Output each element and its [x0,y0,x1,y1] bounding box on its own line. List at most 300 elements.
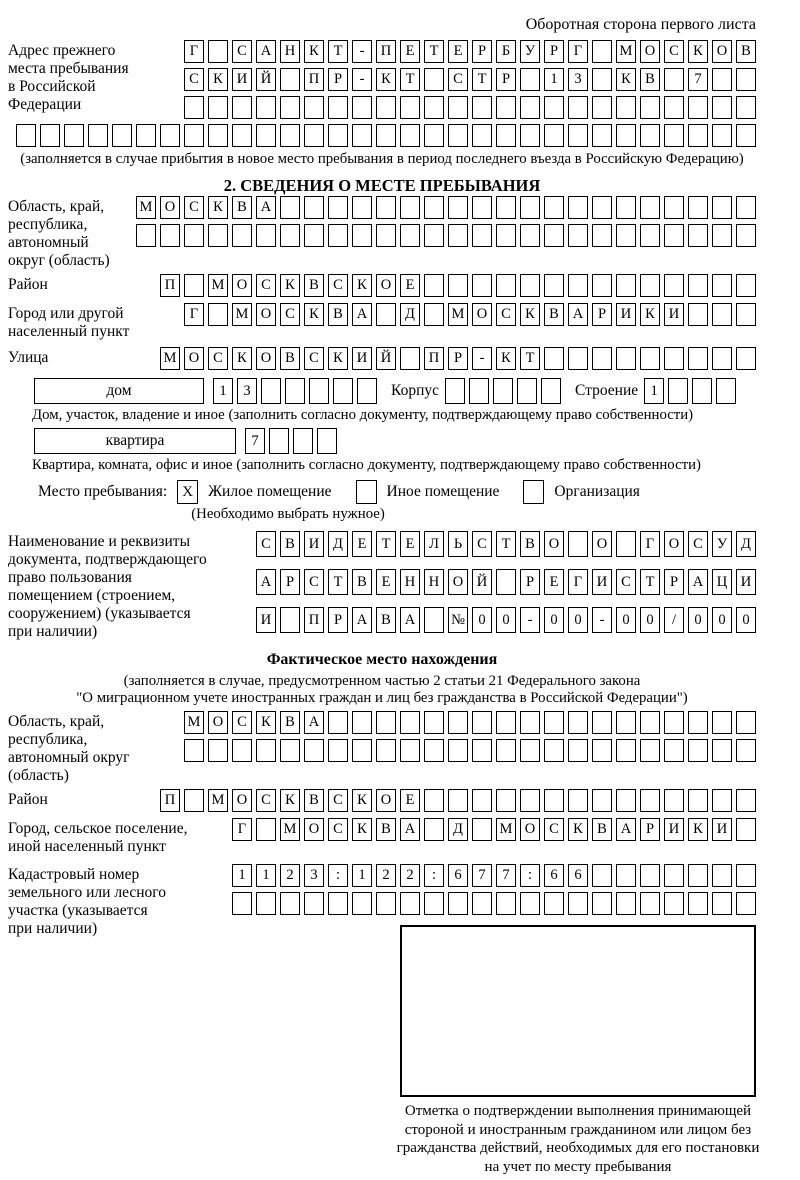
char-cell[interactable] [736,96,756,119]
char-cell[interactable]: Р [280,569,300,595]
char-cell[interactable]: М [136,196,156,219]
char-cell[interactable] [568,96,588,119]
char-cell[interactable]: - [472,347,492,370]
char-cell[interactable] [352,96,372,119]
char-cell[interactable]: И [616,303,636,326]
char-cell[interactable] [232,739,252,762]
char-cell[interactable]: Ц [712,569,732,595]
char-cell[interactable] [400,739,420,762]
char-cell[interactable]: С [256,531,276,557]
char-cell[interactable] [592,347,612,370]
char-cell[interactable]: 6 [544,864,564,887]
char-cell[interactable]: О [448,569,468,595]
char-cell[interactable] [496,124,516,147]
char-cell[interactable] [568,739,588,762]
char-cell[interactable] [304,196,324,219]
char-cell[interactable]: 7 [472,864,492,887]
char-cell[interactable] [496,711,516,734]
char-cell[interactable] [520,96,540,119]
char-cell[interactable] [568,196,588,219]
char-cell[interactable]: Р [592,303,612,326]
char-cell[interactable]: К [328,347,348,370]
char-cell[interactable] [640,739,660,762]
char-cell[interactable]: К [520,303,540,326]
char-cell[interactable] [328,124,348,147]
char-cell[interactable]: О [376,274,396,297]
char-cell[interactable]: С [472,531,492,557]
char-cell[interactable] [736,124,756,147]
char-cell[interactable] [424,196,444,219]
char-cell[interactable] [664,68,684,91]
char-cell[interactable] [640,96,660,119]
char-cell[interactable]: К [568,818,588,841]
char-cell[interactable]: № [448,607,468,633]
char-cell[interactable]: В [520,531,540,557]
char-cell[interactable]: К [208,68,228,91]
char-cell[interactable]: И [736,569,756,595]
char-cell[interactable] [472,892,492,915]
char-cell[interactable]: И [664,303,684,326]
char-cell[interactable]: Л [424,531,444,557]
char-cell[interactable]: М [232,303,252,326]
char-cell[interactable]: К [232,347,252,370]
char-cell[interactable]: Г [232,818,252,841]
char-cell[interactable] [664,789,684,812]
char-cell[interactable] [712,711,732,734]
char-cell[interactable]: К [208,196,228,219]
stay-type-checkbox-organization[interactable] [523,480,544,504]
char-cell[interactable] [352,196,372,219]
char-cell[interactable]: Р [472,40,492,63]
char-cell[interactable] [640,711,660,734]
char-cell[interactable]: И [256,607,276,633]
char-cell[interactable] [736,892,756,915]
char-cell[interactable] [664,96,684,119]
char-cell[interactable]: О [208,711,228,734]
char-cell[interactable] [472,196,492,219]
char-cell[interactable] [520,711,540,734]
char-cell[interactable]: С [664,40,684,63]
char-cell[interactable] [544,711,564,734]
char-cell[interactable]: С [208,347,228,370]
char-cell[interactable]: А [400,818,420,841]
char-cell[interactable] [448,739,468,762]
char-cell[interactable] [592,40,612,63]
char-cell[interactable]: О [472,303,492,326]
char-cell[interactable] [293,428,313,454]
char-cell[interactable] [716,378,736,404]
char-cell[interactable]: 0 [712,607,732,633]
char-cell[interactable] [352,224,372,247]
char-cell[interactable]: / [664,607,684,633]
char-cell[interactable]: 0 [640,607,660,633]
char-cell[interactable] [232,96,252,119]
char-cell[interactable] [520,892,540,915]
char-cell[interactable]: 6 [568,864,588,887]
char-cell[interactable] [424,711,444,734]
char-cell[interactable] [712,68,732,91]
char-cell[interactable]: И [592,569,612,595]
char-cell[interactable]: Е [352,531,372,557]
char-cell[interactable]: А [400,607,420,633]
char-cell[interactable] [544,96,564,119]
char-cell[interactable] [304,124,324,147]
char-cell[interactable] [592,739,612,762]
char-cell[interactable] [616,789,636,812]
char-cell[interactable]: 6 [448,864,468,887]
char-cell[interactable]: В [328,303,348,326]
char-cell[interactable] [256,818,276,841]
char-cell[interactable]: 0 [496,607,516,633]
char-cell[interactable] [208,96,228,119]
char-cell[interactable] [328,711,348,734]
char-cell[interactable]: К [616,68,636,91]
char-cell[interactable]: О [664,531,684,557]
char-cell[interactable]: 1 [544,68,564,91]
char-cell[interactable] [712,739,732,762]
char-cell[interactable] [88,124,108,147]
char-cell[interactable]: 0 [568,607,588,633]
char-cell[interactable]: Д [736,531,756,557]
char-cell[interactable] [568,347,588,370]
char-cell[interactable] [400,124,420,147]
char-cell[interactable]: 1 [644,378,664,404]
char-cell[interactable]: К [688,40,708,63]
char-cell[interactable]: С [232,40,252,63]
char-cell[interactable] [160,224,180,247]
char-cell[interactable]: Д [448,818,468,841]
char-cell[interactable] [352,892,372,915]
char-cell[interactable]: 0 [688,607,708,633]
char-cell[interactable] [285,378,305,404]
char-cell[interactable]: О [232,789,252,812]
char-cell[interactable] [592,274,612,297]
char-cell[interactable] [309,378,329,404]
char-cell[interactable] [184,124,204,147]
char-cell[interactable]: И [664,818,684,841]
char-cell[interactable] [664,892,684,915]
char-cell[interactable] [232,124,252,147]
char-cell[interactable] [232,892,252,915]
char-cell[interactable]: Р [328,607,348,633]
char-cell[interactable]: О [376,789,396,812]
char-cell[interactable]: О [232,274,252,297]
char-cell[interactable] [448,224,468,247]
char-cell[interactable] [616,892,636,915]
char-cell[interactable] [352,711,372,734]
char-cell[interactable]: М [616,40,636,63]
char-cell[interactable]: 1 [232,864,252,887]
char-cell[interactable]: К [256,711,276,734]
char-cell[interactable] [445,378,465,404]
char-cell[interactable]: А [568,303,588,326]
char-cell[interactable] [592,789,612,812]
char-cell[interactable]: : [328,864,348,887]
char-cell[interactable] [616,739,636,762]
char-cell[interactable]: : [520,864,540,887]
char-cell[interactable]: О [184,347,204,370]
char-cell[interactable] [424,892,444,915]
char-cell[interactable] [496,569,516,595]
char-cell[interactable] [520,124,540,147]
char-cell[interactable] [736,303,756,326]
char-cell[interactable]: К [280,789,300,812]
char-cell[interactable]: С [280,303,300,326]
char-cell[interactable]: Т [424,40,444,63]
char-cell[interactable] [592,68,612,91]
char-cell[interactable]: 1 [352,864,372,887]
char-cell[interactable]: П [160,274,180,297]
char-cell[interactable]: 1 [213,378,233,404]
char-cell[interactable] [688,124,708,147]
char-cell[interactable]: С [448,68,468,91]
char-cell[interactable] [40,124,60,147]
char-cell[interactable] [208,739,228,762]
char-cell[interactable] [664,124,684,147]
char-cell[interactable]: И [304,531,324,557]
char-cell[interactable] [136,224,156,247]
char-cell[interactable] [568,789,588,812]
char-cell[interactable] [472,124,492,147]
char-cell[interactable] [568,224,588,247]
char-cell[interactable]: А [256,40,276,63]
char-cell[interactable] [400,711,420,734]
char-cell[interactable] [280,892,300,915]
char-cell[interactable] [328,224,348,247]
char-cell[interactable] [208,124,228,147]
char-cell[interactable]: П [424,347,444,370]
char-cell[interactable]: М [448,303,468,326]
char-cell[interactable] [496,196,516,219]
char-cell[interactable] [640,224,660,247]
char-cell[interactable] [424,789,444,812]
char-cell[interactable] [280,68,300,91]
char-cell[interactable]: Г [184,40,204,63]
char-cell[interactable]: О [256,303,276,326]
char-cell[interactable]: Е [400,789,420,812]
char-cell[interactable] [448,196,468,219]
char-cell[interactable] [280,196,300,219]
char-cell[interactable]: С [256,789,276,812]
char-cell[interactable]: Й [256,68,276,91]
char-cell[interactable]: К [304,303,324,326]
char-cell[interactable] [616,196,636,219]
char-cell[interactable] [280,607,300,633]
char-cell[interactable] [736,347,756,370]
char-cell[interactable]: - [352,40,372,63]
char-cell[interactable]: О [160,196,180,219]
char-cell[interactable]: В [304,274,324,297]
char-cell[interactable]: С [184,68,204,91]
char-cell[interactable]: С [688,531,708,557]
char-cell[interactable]: С [304,347,324,370]
char-cell[interactable]: М [184,711,204,734]
char-cell[interactable] [664,739,684,762]
char-cell[interactable] [424,303,444,326]
char-cell[interactable]: В [544,303,564,326]
char-cell[interactable]: Т [328,40,348,63]
char-cell[interactable]: О [640,40,660,63]
char-cell[interactable] [664,711,684,734]
char-cell[interactable]: С [256,274,276,297]
char-cell[interactable] [736,196,756,219]
char-cell[interactable]: В [280,531,300,557]
char-cell[interactable] [688,347,708,370]
char-cell[interactable] [496,789,516,812]
char-cell[interactable] [333,378,353,404]
char-cell[interactable] [712,274,732,297]
char-cell[interactable] [304,739,324,762]
char-cell[interactable] [376,711,396,734]
char-cell[interactable]: 7 [688,68,708,91]
char-cell[interactable]: О [520,818,540,841]
char-cell[interactable]: О [544,531,564,557]
char-cell[interactable] [472,96,492,119]
char-cell[interactable] [208,303,228,326]
char-cell[interactable] [640,892,660,915]
char-cell[interactable] [712,347,732,370]
char-cell[interactable]: Р [544,40,564,63]
char-cell[interactable]: Т [496,531,516,557]
char-cell[interactable] [640,864,660,887]
char-cell[interactable] [424,818,444,841]
char-cell[interactable] [640,124,660,147]
char-cell[interactable] [520,739,540,762]
char-cell[interactable]: У [712,531,732,557]
char-cell[interactable] [616,531,636,557]
char-cell[interactable]: М [496,818,516,841]
char-cell[interactable]: Р [664,569,684,595]
char-cell[interactable] [424,607,444,633]
char-cell[interactable] [520,274,540,297]
char-cell[interactable] [256,892,276,915]
char-cell[interactable] [496,892,516,915]
char-cell[interactable] [736,711,756,734]
char-cell[interactable]: Е [400,40,420,63]
char-cell[interactable] [448,789,468,812]
char-cell[interactable]: А [352,607,372,633]
char-cell[interactable]: К [688,818,708,841]
char-cell[interactable]: Т [400,68,420,91]
char-cell[interactable] [736,789,756,812]
char-cell[interactable]: С [328,274,348,297]
char-cell[interactable]: И [712,818,732,841]
char-cell[interactable] [712,124,732,147]
char-cell[interactable] [688,864,708,887]
char-cell[interactable] [496,739,516,762]
char-cell[interactable] [269,428,289,454]
char-cell[interactable] [668,378,688,404]
char-cell[interactable]: Г [568,40,588,63]
char-cell[interactable] [664,196,684,219]
char-cell[interactable] [472,711,492,734]
char-cell[interactable]: В [376,818,396,841]
char-cell[interactable] [280,96,300,119]
char-cell[interactable] [541,378,561,404]
char-cell[interactable]: Р [496,68,516,91]
char-cell[interactable] [664,224,684,247]
char-cell[interactable] [448,96,468,119]
char-cell[interactable]: Й [376,347,396,370]
char-cell[interactable]: С [232,711,252,734]
char-cell[interactable] [544,892,564,915]
char-cell[interactable]: 1 [256,864,276,887]
char-cell[interactable] [112,124,132,147]
char-cell[interactable]: 0 [616,607,636,633]
char-cell[interactable] [616,274,636,297]
char-cell[interactable]: А [256,569,276,595]
char-cell[interactable]: О [712,40,732,63]
char-cell[interactable] [544,789,564,812]
char-cell[interactable] [448,892,468,915]
char-cell[interactable]: В [232,196,252,219]
char-cell[interactable] [304,96,324,119]
char-cell[interactable]: М [160,347,180,370]
char-cell[interactable] [424,274,444,297]
char-cell[interactable]: О [304,818,324,841]
char-cell[interactable] [688,711,708,734]
char-cell[interactable] [640,789,660,812]
char-cell[interactable]: С [184,196,204,219]
char-cell[interactable] [517,378,537,404]
char-cell[interactable] [280,224,300,247]
char-cell[interactable] [261,378,281,404]
char-cell[interactable]: А [352,303,372,326]
char-cell[interactable] [544,739,564,762]
char-cell[interactable] [688,96,708,119]
char-cell[interactable] [736,864,756,887]
char-cell[interactable] [520,789,540,812]
char-cell[interactable]: В [736,40,756,63]
stay-type-checkbox-residential[interactable]: X [177,480,198,504]
char-cell[interactable]: 7 [245,428,265,454]
char-cell[interactable] [664,864,684,887]
char-cell[interactable] [592,96,612,119]
char-cell[interactable] [520,196,540,219]
char-cell[interactable] [568,274,588,297]
char-cell[interactable]: : [424,864,444,887]
char-cell[interactable]: М [280,818,300,841]
char-cell[interactable] [472,789,492,812]
char-cell[interactable]: К [352,789,372,812]
char-cell[interactable]: В [280,347,300,370]
char-cell[interactable] [256,124,276,147]
char-cell[interactable] [280,739,300,762]
char-cell[interactable] [232,224,252,247]
char-cell[interactable]: А [616,818,636,841]
char-cell[interactable] [616,96,636,119]
char-cell[interactable] [376,739,396,762]
char-cell[interactable]: В [640,68,660,91]
char-cell[interactable] [544,224,564,247]
char-cell[interactable] [472,274,492,297]
char-cell[interactable] [424,68,444,91]
char-cell[interactable] [712,892,732,915]
char-cell[interactable] [400,196,420,219]
char-cell[interactable] [712,864,732,887]
char-cell[interactable]: К [496,347,516,370]
char-cell[interactable]: В [280,711,300,734]
char-cell[interactable]: К [352,818,372,841]
char-cell[interactable]: Ь [448,531,468,557]
char-cell[interactable] [472,739,492,762]
char-cell[interactable]: Е [448,40,468,63]
char-cell[interactable] [256,224,276,247]
char-cell[interactable] [317,428,337,454]
char-cell[interactable] [520,68,540,91]
char-cell[interactable] [424,124,444,147]
char-cell[interactable] [592,711,612,734]
